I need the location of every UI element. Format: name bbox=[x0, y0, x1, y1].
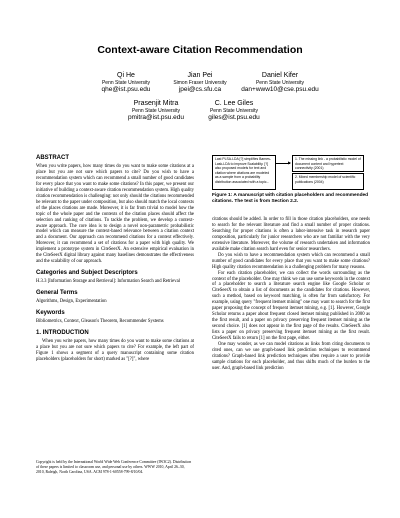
keywords-heading: Keywords bbox=[36, 310, 65, 317]
author-name: Jian Pei bbox=[187, 72, 213, 79]
abstract-heading: ABSTRACT bbox=[36, 155, 69, 161]
author-name: Daniel Kifer bbox=[261, 72, 299, 79]
author-affiliation: Penn State University bbox=[131, 108, 181, 114]
author-email[interactable]: dan+www10@cse.psu.edu bbox=[241, 86, 319, 93]
author-block bbox=[230, 72, 330, 94]
recommendation-box: 2. Mixed membership model of scientific publications (2004) bbox=[292, 173, 364, 190]
author-email[interactable]: jpei@cs.sfu.ca bbox=[178, 86, 222, 93]
author-affiliation: Simon Fraser University bbox=[173, 80, 227, 86]
author-block bbox=[86, 72, 166, 94]
left-column bbox=[36, 155, 194, 363]
body-paragraph: citations should be added. In order to fill in those citation placeholders, one needs to search for the relevant literature and find a small number of proper citations. Searching for proper citations is often a labor-intensive task in research paper composition, particularly for junior researchers who are not familiar with the very extensive literature. Moreover, the volume of research undertaken and information available make citation search hard even for senior researchers. bbox=[212, 217, 370, 252]
recommendation-box: 1. The missing link - a probabilistic model of document content and hypertext connectivity (2001) bbox=[292, 155, 364, 172]
author-block bbox=[116, 100, 196, 122]
copyright-footnote: Copyright is held by the International World Wide Web Conference Committee (IW3C2). Distribution of these papers is limited to classroom use, and personal use by others. WWW 2010, April 26–30, 2010, Raleigh, North Carolina, USA. ACM 978-1-60558-799-8/10/04. bbox=[36, 460, 192, 474]
author-block bbox=[160, 72, 240, 94]
categories-text: H.3.3 [Information Storage and Retrieval]: Information Search and Retrieval bbox=[36, 279, 180, 285]
author-email[interactable]: qhe@ist.psu.edu bbox=[101, 86, 151, 93]
author-affiliation: Penn State University bbox=[101, 80, 151, 86]
body-paragraph: One may wonder, as we can model citations as links from citing documents to cited ones, can we use graph-based link prediction techniques to recommend citations? Graph-based link prediction techniques often require a user to provide sample citations for each placeholder, and thus shifts much of the burden to the user. And, graph-based link prediction bbox=[212, 342, 370, 371]
figure-caption: Figure 1: A manuscript with citation placeholders and recommended citations. The text is from Section 2.2. bbox=[212, 193, 369, 204]
categories-heading: Categories and Subject Descriptors bbox=[36, 270, 138, 277]
author-name: Qi He bbox=[117, 72, 135, 79]
arrow-right-icon: ▶ bbox=[288, 160, 292, 165]
author-affiliation: Penn State University bbox=[209, 108, 259, 114]
author-name: C. Lee Giles bbox=[214, 100, 254, 107]
abstract-text: When you write papers, how many times do you want to make some citations at a place but you are not sure which papers to cite? Do you wish to have a recommendation system which can recommend a small number of good candidates for every place that you want to make some citations? In this paper, we present our initiative of building a context-aware citation recommendation system. High quality citation recommendation is challenging: not only should the citations recommended be relevant to the paper under composition, but also should match the local contexts of the places citations are made. Moreover, it is far from trivial to model how the topic of the whole paper and the contexts of the citation places should affect the selection and ranking of citations. To tackle the problem, we develop a context-aware approach. The core idea is to design a novel non-parametric probabilistic model which can measure the context-based relevance between a citation context and a document. Our approach can recommend citations for a context effectively. Moreover, it can recommend a set of citations for a paper with high quality. We implement a prototype system in CiteSeerX. An extensive empirical evaluation in the CiteSeerX digital library against many baselines demonstrates the effectiveness and the scalability of our approach. bbox=[36, 164, 194, 265]
right-column bbox=[212, 217, 370, 372]
author-block bbox=[194, 100, 274, 122]
figure-1 bbox=[212, 155, 364, 190]
introduction-heading: 1. INTRODUCTION bbox=[36, 330, 89, 337]
introduction-text: When you write papers, how many times do you want to make some citations at a place but you are not sure which papers to cite? For example, the left part of Figure 1 shows a segment of a query manuscript containing some citation placeholders (placeholders for short) marked as "[?]", where bbox=[36, 339, 194, 362]
author-email[interactable]: giles@ist.psu.edu bbox=[208, 114, 260, 121]
body-paragraph: For each citation placeholder, we can collect the words surrounding as the context of the placeholder. One may think we can use some keywords in the context of a placeholder to search a literature search engine like Google Scholar or CiteSeerX to obtain a list of documents as the candidates for citations. However, such a method, based on keyword matching, is often far from satisfactory. For example, using query "frequent itemset mining" one may want to search for the first paper proposing the concept of frequent itemset mining, e.g. [1]. However, Google Scholar returns a paper about frequent closed itemset mining published in 2000 as the first result, and a paper on privacy preserving frequent itemset mining as the second choice. [1] does not appear in the first page of the results. CiteSeerX also lists a paper on privacy preserving frequent itemset mining as the first result. CiteSeerX fails to return [1] on the first page, either. bbox=[212, 270, 370, 342]
author-name: Prasenjit Mitra bbox=[133, 100, 179, 107]
keywords-text: Bibliometrics, Context, Gleason's Theorem, Recommender Systems bbox=[36, 319, 164, 325]
body-paragraph: Do you wish to have a recommendation system which can recommend a small number of good candidates for every place that you want to make some citations? High quality citation recommendation is a challenging problem for many reasons. bbox=[212, 252, 370, 270]
paper-title: Context-aware Citation Recommendation bbox=[97, 44, 303, 56]
author-email[interactable]: pmitra@ist.psu.edu bbox=[127, 114, 185, 121]
author-affiliation: Penn State University bbox=[255, 80, 305, 86]
manuscript-box: Last PLSA-LDA [?] simplifies Barnes-Lask-LDA to improve Scalability. [?] also proposed models for text and citation where citations are modeled as a sample from a probability distribution associated with a topic... bbox=[212, 155, 276, 190]
general-terms-heading: General Terms bbox=[36, 290, 78, 297]
general-terms-text: Algorithms, Design, Experimentation bbox=[36, 299, 107, 305]
